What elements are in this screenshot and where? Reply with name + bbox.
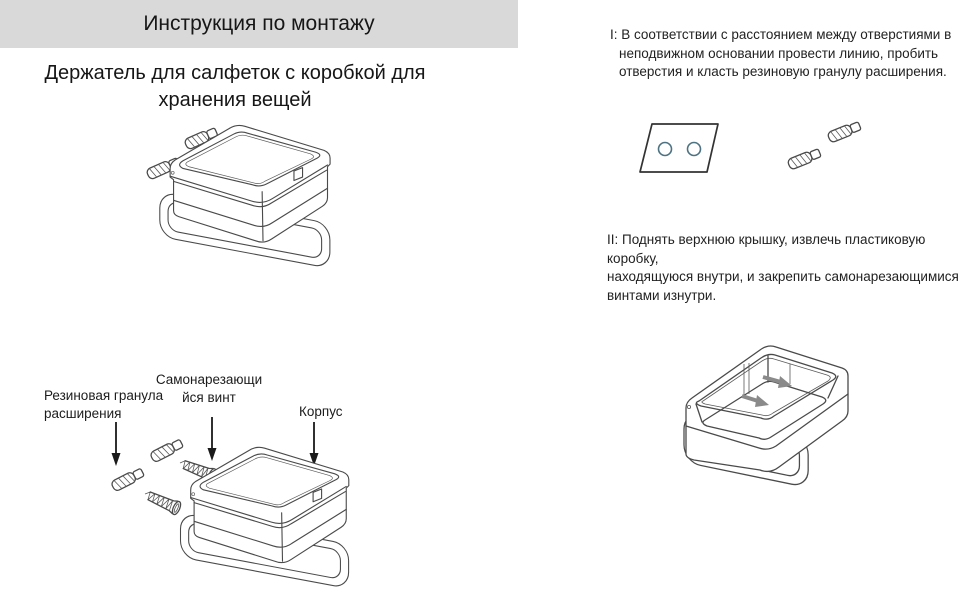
anchor-label	[44, 387, 184, 422]
screw-label-line2: йся винт	[182, 389, 236, 405]
step-two-line1: II: Поднять верхнюю крышку, извлечь пластиковую коробку,	[607, 232, 926, 266]
wall-anchor-icon	[787, 148, 822, 171]
main-product-drawing	[120, 118, 370, 308]
anchor-label-line1: Резиновая гранула	[44, 388, 164, 403]
step-two-line2: находящуюся внутри, и закрепить самонарезающимися	[607, 269, 959, 284]
product-title-line2: хранения вещей	[158, 89, 312, 111]
mounting-plate-drawing	[630, 110, 880, 205]
step-one-text	[610, 26, 962, 82]
step-one-line1: I: В соответствии с расстоянием между отверстиями в	[610, 27, 952, 42]
open-box-body	[686, 346, 848, 471]
wall-anchor-icon	[827, 121, 862, 144]
step-one-line3: отверстия и класть резиновую гранулу расширения.	[619, 64, 947, 79]
napkin-holder-icon	[181, 447, 349, 588]
open-box-drawing	[660, 330, 900, 510]
step-two-text	[607, 231, 967, 305]
screw-label-line1: Самонарезающи	[155, 372, 263, 387]
body-label: Корпус	[299, 404, 343, 419]
page-title: Инструкция по монтажу	[143, 12, 375, 35]
exploded-parts-drawing	[85, 430, 415, 605]
wall-anchor-icon	[111, 467, 145, 492]
product-title-line1: Держатель для салфеток с коробкой для	[44, 62, 426, 84]
product-title	[15, 60, 455, 114]
napkin-holder-icon	[160, 125, 330, 268]
anchor-label-line2: расширения	[44, 405, 122, 421]
step-two-line3: винтами изнутри.	[607, 287, 717, 303]
header-bar	[0, 0, 518, 48]
screw-icon	[142, 488, 182, 516]
wall-anchor-icon	[150, 438, 184, 463]
step-one-line2: неподвижном основании провести линию, пробить	[619, 45, 939, 61]
mounting-plate	[640, 124, 718, 172]
